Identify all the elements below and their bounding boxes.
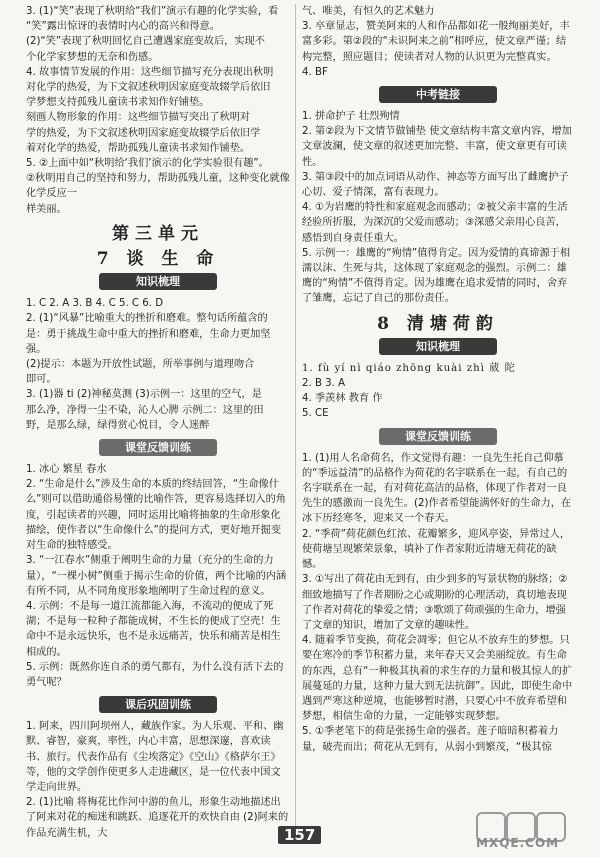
section-tag: 知识梳理	[379, 338, 497, 355]
section-tag: 知识梳理	[99, 273, 217, 290]
answer-paragraph: 3. (1)器 ti (2)神秘莫测 (3)示例一：这里的空气，是	[26, 389, 262, 401]
answer-paragraph: 2. 第②段为下文情节做铺垫 使文章结构丰富文章内容，增加文章波澜，使文章的叙述更加完整、丰富，使文章更有可读性。	[302, 126, 572, 168]
watermark-text: MXQE.COM	[476, 836, 560, 850]
answer-paragraph: 即可。	[26, 374, 57, 386]
section-tag: 课堂反馈训练	[379, 428, 497, 445]
answer-paragraph: 野，是那么绿，绿得赏心悦目，令人迷醉	[26, 419, 210, 431]
page-number: 157	[278, 826, 321, 844]
answer-paragraph: 1. (1)用人名命荷名，作文觉得有趣：一良先生托自己仰慕的“季远益清”的品格作为荷花的名字联系在一起，有自己的名字联系在一起，有对荷花高洁的品格，体现了作者对一良先生的感激而一良先生。(2)作者希望能满怀好的生命力，在冰下历经寒冬，迎来又一个春天。	[302, 452, 572, 525]
answer-paragraph: 5. 示例：既然你连自杀的勇气都有，为什么没有活下去的勇气呢？	[26, 661, 284, 688]
section-tag: 课后巩固训练	[99, 696, 217, 713]
answer-paragraph: ②秋明用自己的坚持和努力，帮助孤残儿童，这种变化就像化学反应一	[26, 173, 290, 200]
answer-paragraph: 4. 随着季节变换，荷花会凋零；但它从不放弃生的梦想。只要在寒冷的季节积蓄力量，来年春天又会美丽绽放。有生命的东西，总有“一种极其执着的求生存的力量和极其惊人的扩展蔓延的力量，这种力量大到无法抗御”。因此，即使生命中遇到严寒这种逆境，也能够暂时潜，只要心中不放弃希望和梦想，相信生命的力量，一定能够实现梦想。	[302, 635, 573, 723]
answer-paragraph: 5. 示例一：雄鹰的“殉情”值得肯定。因为爱情的真谛源于相濡以沫、生死与共，这体现了家庭观念的强烈。示例二：雄鹰的“殉情”不值得肯定。因为雄鹰在追求爱情的同时，舍弃了雏鹰，忘记了自己的那份责任。	[302, 247, 571, 305]
answer-paragraph: (2)提示：本题为开放性试题，所举事例与道理吻合	[26, 359, 255, 371]
answer-paragraph: 2. “生命是什么”涉及生命的本质的终结回答，“生命像什么”则可以借助通俗易懂的比喻作答，更容易选择切入的角度，引起读者的兴趣，同时运用比喻将抽象的生命形象化描绘，使作者以“生命像什么”的提问方式，更好地开掘变对生命的独特感受。	[26, 479, 286, 552]
answer-paragraph: 4. 故事情节发展的作用：这些细节描写充分表现出秋明	[26, 66, 274, 78]
section-tag: 课堂反馈训练	[99, 439, 217, 456]
lesson-title: 8 清塘荷韵	[377, 313, 499, 334]
lesson-title: 7 谈 生 命	[96, 249, 220, 270]
answer-paragraph: 2. (1)“风暴”比喻重大的挫折和磨难。整句话所蕴含的	[26, 313, 268, 325]
answer-paragraph: 4. ①为岩鹰的特性和家庭观念而感动；②被父亲丰富的生活经验所折服，为深沉的父爱而感动；③深感父亲用心良苦，感悟到自身责任重大。	[302, 202, 568, 244]
answer-paragraph: 4. 示例：不是每一道江流都能入海，不流动的便成了死湖；不是每一粒种子都能成树，不生长的便成了空壳！生命中不是永远快乐，也不是永远痛苦，快乐和痛苦是相生相成的。	[26, 600, 281, 658]
answer-paragraph: 对化学的热爱，为下文叙述秋明因家庭变故辍学后依旧	[26, 82, 271, 94]
answer-paragraph: 1. C 2. A 3. B 4. C 5. C 6. D	[26, 298, 164, 310]
answer-paragraph: 1. 拼命护子 壮烈殉情	[302, 111, 400, 123]
left-column	[26, 4, 290, 841]
answer-paragraph: 3. ①写出了荷花由无到有，由少到多的写景状物的脉络；②细致地描写了作者期盼之心或期盼的心理活动，真切地表现了作者对荷花的挚爱之情；③歌颂了荷顽强的生命力，增强了文章的知识，增加了文章的趣味性。	[302, 574, 568, 631]
answer-paragraph: 5. CE	[302, 408, 329, 420]
unit-title: 第三单元	[112, 223, 204, 244]
answer-paragraph: 3. 卒章显志，赞美阿来的人和作品都如花一般绚丽美好，丰富多彩。第②段的“未识阿来之前”相呼应，使文章严谨；结构完整，照应题目；使读者对人物的认识更为完整真实。	[302, 21, 570, 63]
answer-paragraph: 学的热爱，为下文叙述秋明因家庭变故辍学后依旧学	[26, 127, 261, 139]
answer-paragraph: 是：勇于挑战生命中重大的挫折和磨难，生命力更加坚强。	[26, 328, 271, 355]
answer-paragraph: 学梦想支持孤残儿童读书求知作好铺垫。	[26, 97, 210, 109]
answer-paragraph: “笑”露出惊讶的表情时内心的高兴和得意。	[26, 21, 220, 33]
answer-paragraph: 3. (1)“笑”表现了秋明给“我们”演示有趣的化学实验，看	[26, 6, 279, 17]
answer-paragraph: 1. 冰心 繁星 春水	[26, 464, 107, 476]
column-divider	[295, 4, 296, 836]
answer-paragraph: 2. “季荷”荷花颜色红浓、花瓣繁多，迎风亭姿，异常过人，使荷塘呈现繁荣景象，填补了作者家附近清塘无荷花的缺憾。	[302, 528, 571, 571]
right-column	[302, 4, 574, 755]
watermark-logo	[476, 812, 594, 856]
answer-paragraph: 样美丽。	[26, 203, 67, 215]
answer-paragraph: (2)“笑”表现了秋明回忆自己遭遇家庭变故后，实现不	[26, 36, 265, 48]
answer-paragraph: 个化学家梦想的无奈和伤感。	[26, 51, 159, 63]
answer-paragraph: 着对化学的热爱，帮助孤残儿童读书求知作铺垫。	[26, 142, 251, 154]
answer-paragraph: 那么净，净得一尘不染，沁人心脾 示例二：这里的田	[26, 404, 264, 416]
answer-paragraph: 5. ②上面中如“秋明给‘我们’演示的化学实验很有趣”。	[26, 158, 269, 170]
answer-paragraph: 4. 季羡林 教育 作	[302, 393, 383, 405]
answer-paragraph: 2. (1)比喻 将梅花比作河中游的鱼儿，形象生动地描述出了阿来对花的痴迷和跳跃、追逐花开的欢快自由 (2)阿来的作品充满生机，大	[26, 797, 289, 839]
answer-paragraph: 3. 第③段中的加点词语从动作、神态等方面写出了雌鹰护子心切、爱子情深，富有表现力。	[302, 171, 569, 199]
answer-paragraph: 3. “一江春水”侧重于阐明生命的力量（充分的生命的力量），“一棵小树”侧重于揭示生命的价值，两个比喻的内涵有所不同，从不同角度形象地阐明了生命过程的意义。	[26, 555, 287, 597]
answer-paragraph: 1. 阿来，四川阿坝州人，藏族作家。为人乐观、平和、幽默、睿智，豪爽，率性，内心丰富，思想深邃，喜欢读书、旅行。代表作品有《尘埃落定》《空山》《格萨尔王》等，他的文学创作使更多人走进藏区，是一位代表中国文学走向世界。	[26, 721, 284, 793]
answer-paragraph: 4. BF	[302, 66, 328, 78]
answer-paragraph: 刻画人物形象的作用：这些细节描写突出了秋明对	[26, 112, 251, 124]
answer-paragraph: 5. ①季老笔下的荷是张扬生命的强者。莲子暗暗积蓄着力量，破壳而出；荷花从无到有，从弱小到繁茂，“极其惊	[302, 726, 559, 753]
pinyin-line: 1. fù yí nì qiáo zhōng kuài zhì 葳 陀	[302, 362, 516, 374]
section-tag: 中考链接	[379, 86, 497, 103]
answer-paragraph: 气、唯美，有恒久的艺术魅力	[302, 6, 435, 17]
answer-paragraph: 2. B 3. A	[302, 378, 346, 390]
